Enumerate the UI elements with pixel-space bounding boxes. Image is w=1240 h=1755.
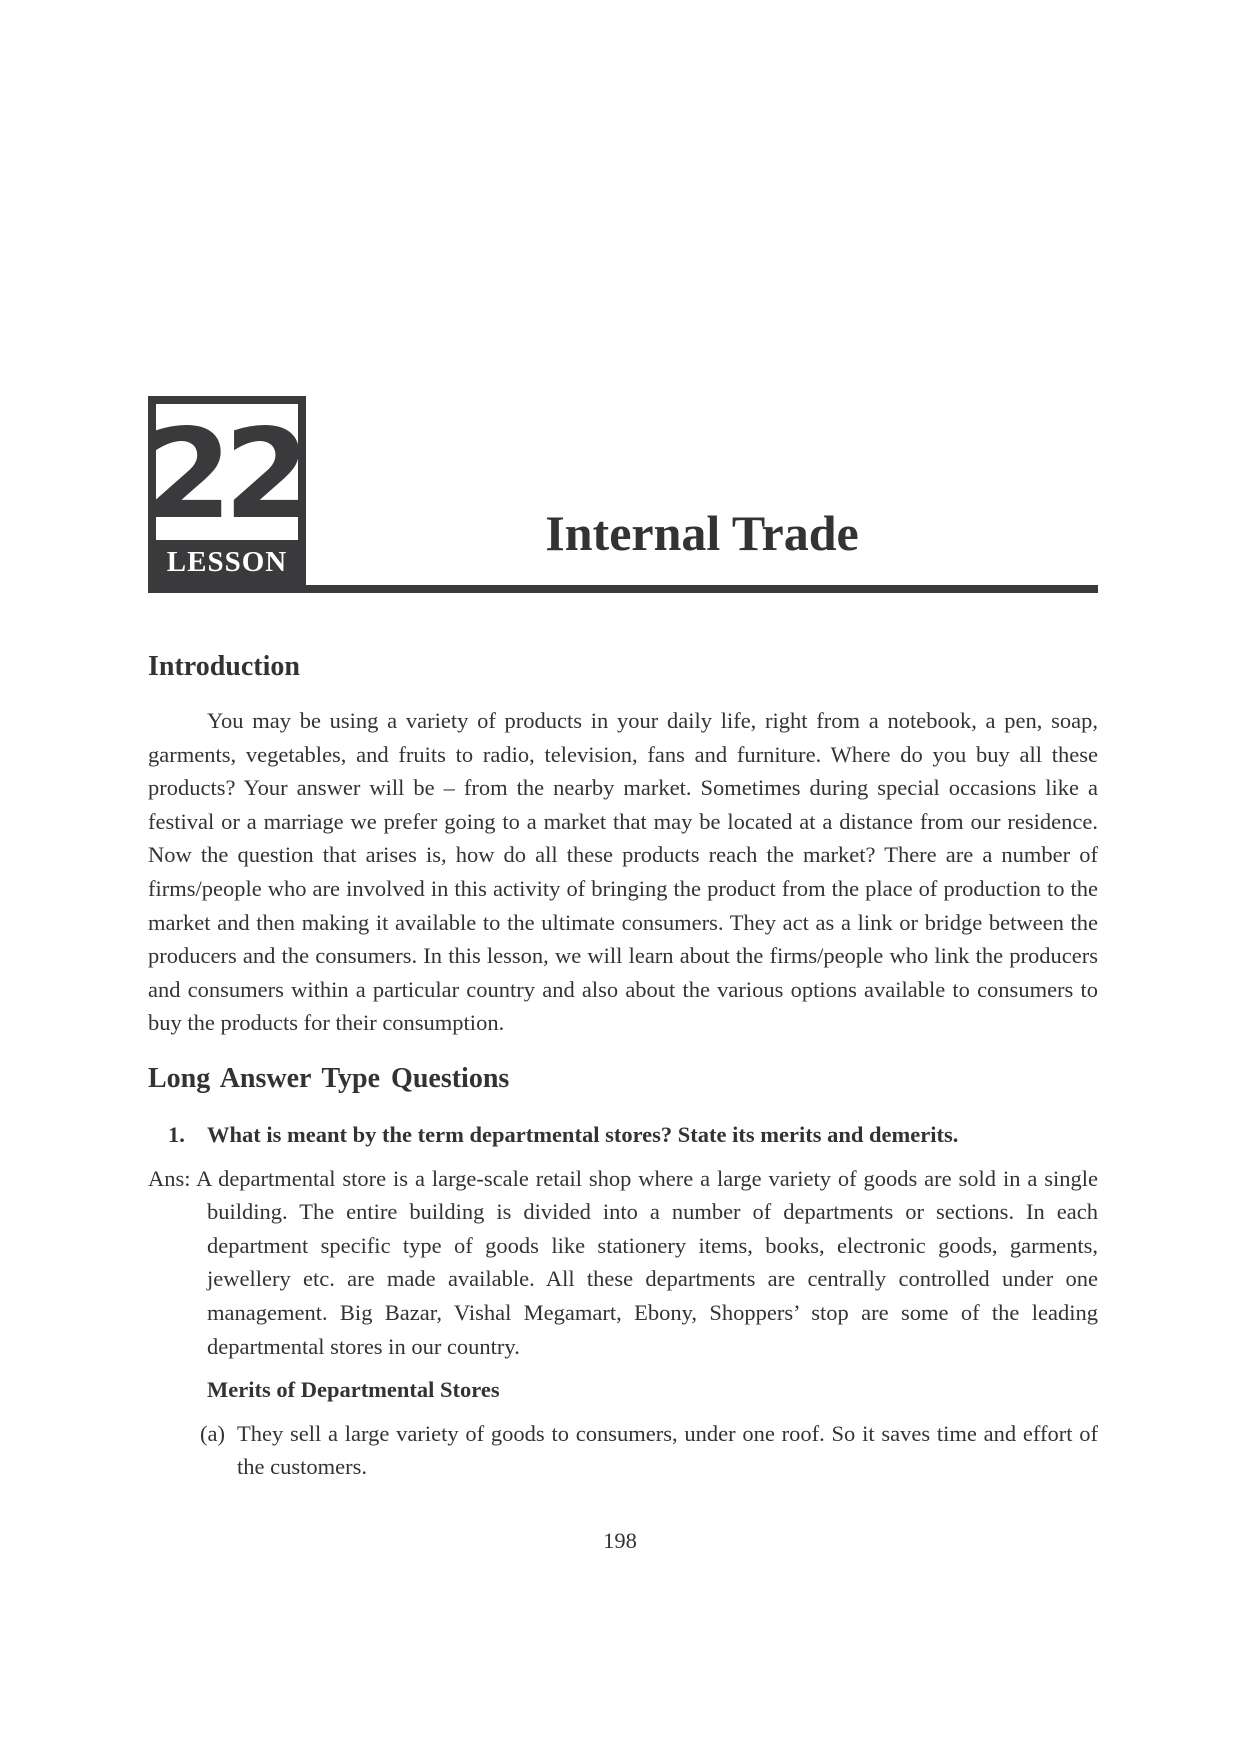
question-number: 1. (168, 1121, 185, 1147)
answer-paragraph: Ans: A departmental store is a large-scale retail shop where a large variety of goods are sold in a single building. The entire building is divided into a number of departments or sections. In each department specific type of goods like stationery items, books, electronic goods, garments, jewellery etc. are made available. All these departments are centrally controlled under one management. Big Bazar, Vishal Megamart, Ebony, Shoppers’ stop are some of the leading departmental stores in our country. (148, 1165, 1098, 1359)
page-content (148, 650, 1098, 1484)
lesson-title: Internal Trade (545, 505, 859, 561)
introduction-paragraph: You may be using a variety of products in your daily life, right from a notebook, a pen, soap, garments, vegetables, and fruits to radio, television, fans and furniture. Where do you buy all these products? Your answer will be – from the nearby market. Sometimes during special occasions like a festival or a marriage we prefer going to a market that may be located at a distance from our residence. Now the question that arises is, how do all these products reach the market? There are a number of firms/people who are involved in this activity of bringing the product from the place of production to the market and then making it available to the ultimate consumers. They act as a link or bridge between the producers and the consumers. In this lesson, we will learn about the firms/people who link the producers and consumers within a particular country and also about the various options available to consumers to buy the products for their consumption. (148, 708, 1098, 1036)
merit-text: They sell a large variety of goods to consumers, under one roof. So it saves time and effort of the customers. (237, 1420, 1098, 1480)
lesson-label: LESSON (166, 546, 288, 578)
long-answer-heading: Long Answer Type Questions (148, 1062, 510, 1094)
lesson-number-box (145, 403, 303, 547)
page-number: 198 (603, 1528, 637, 1553)
question-text: What is meant by the term departmental stores? State its merits and demerits. (207, 1121, 959, 1147)
question-1 (148, 1118, 1098, 1152)
lesson-badge (145, 396, 306, 593)
merit-item (148, 1417, 1098, 1484)
lesson-number: 22 (145, 403, 303, 547)
introduction-heading: Introduction (148, 651, 300, 682)
header-rule (306, 585, 1098, 593)
merit-label: (a) (200, 1420, 225, 1446)
merits-heading: Merits of Departmental Stores (207, 1377, 500, 1403)
